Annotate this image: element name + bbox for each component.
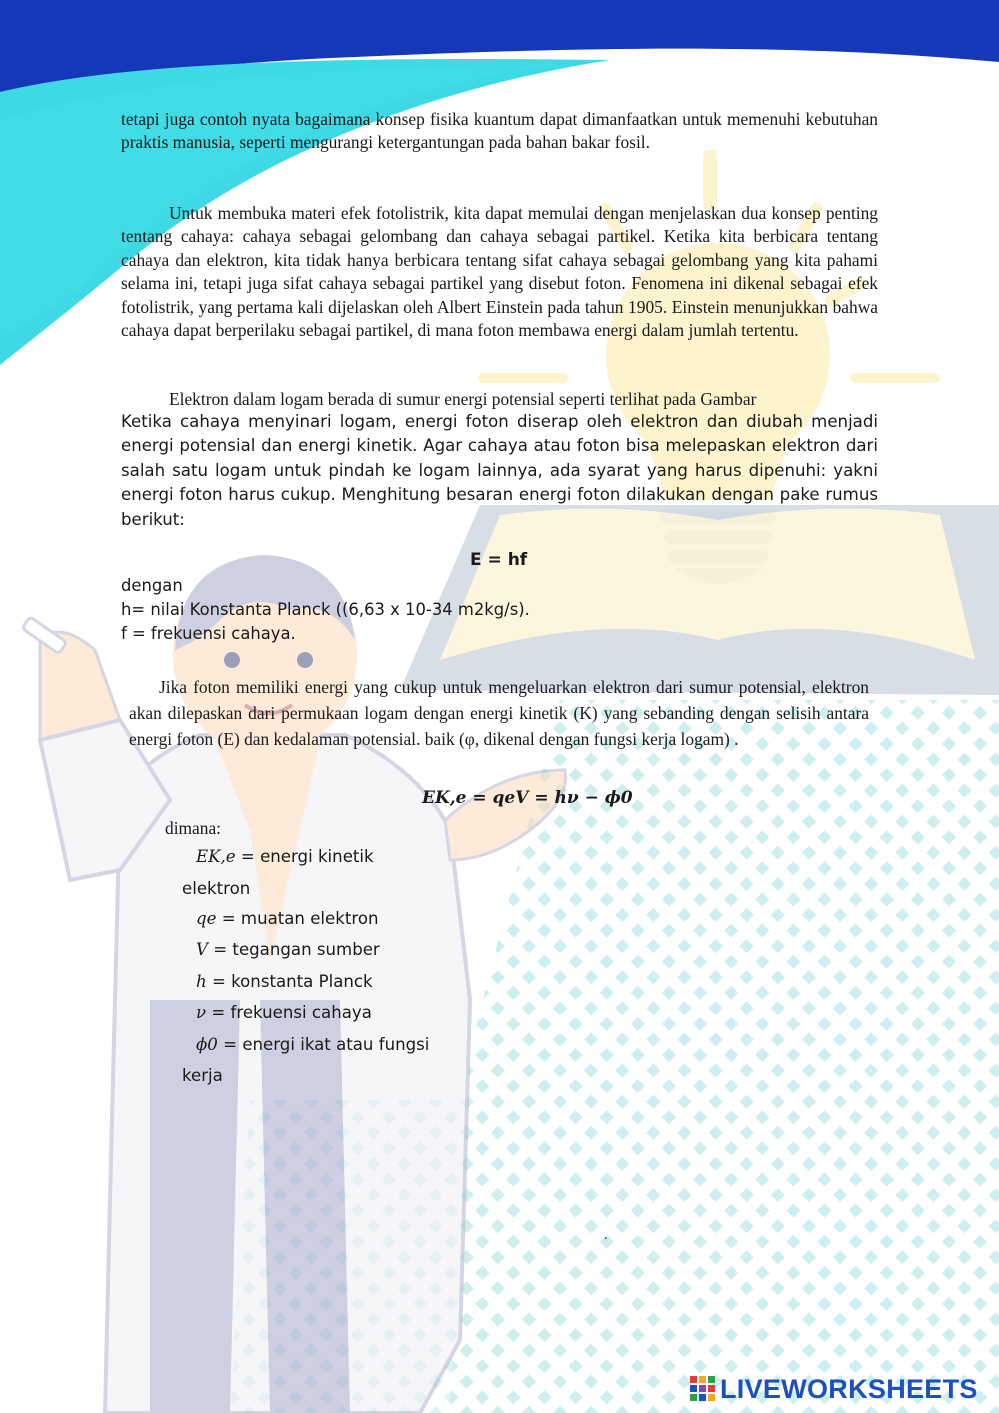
paragraph-photoelectric-intro: Untuk membuka materi efek fotolistrik, kita dapat memulai dengan menjelaskan dua konsep penting tentang cahaya: cahaya sebagai gelombang dan cahaya sebagai partikel. Ketika kita berbicara tentang cahaya dan elektron, kita tidak hanya berbicara tentang sifat cahaya sebagai gelombang yang kita pahami selama ini, tetapi juga sifat cahaya sebagai partikel yang disebut foton. Fenomena ini dikenal sebagai efek fotolistrik, yang pertama kali dijelaskan oleh Albert Einstein pada tahun 1905. Einstein menunjukkan bahwa cahaya dapat berperilaku sebagai partikel, di mana foton membawa energi dalam jumlah tertentu.: [121, 203, 878, 341]
variable-kinetic-energy-cont: elektron: [182, 878, 251, 898]
trailing-dot: .: [604, 1228, 608, 1243]
liveworksheets-logo-text: LIVEWORKSHEETS: [720, 1373, 978, 1404]
liveworksheets-grid-icon: [690, 1376, 716, 1402]
equation-definitions: [121, 574, 530, 646]
variable-kinetic-energy: EK,e = energi kinetik: [196, 847, 374, 866]
variable-electron-charge: qe = muatan elektron: [196, 908, 379, 928]
liveworksheets-logo[interactable]: [690, 1372, 978, 1406]
definition-f: f = frekuensi cahaya.: [121, 624, 296, 643]
variable-frequency: ν = frekuensi cahaya: [196, 1003, 372, 1022]
variable-work-function-cont: kerja: [182, 1066, 223, 1085]
equation-photon-energy: E = hf: [470, 550, 528, 570]
variable-work-function: ϕ0 = energi ikat atau fungsi: [196, 1034, 430, 1054]
variable-list: [182, 843, 429, 1092]
paragraph-electron-well-line1: Elektron dalam logam berada di sumur energi potensial seperti terlihat pada Gambar: [169, 389, 757, 409]
paragraph-electron-well: [121, 388, 878, 411]
paragraph-photon-energy: Ketika cahaya menyinari logam, energi foton diserap oleh elektron dan diubah menjadi energi potensial dan energi kinetik. Agar cahaya atau foton bisa melepaskan elektron dari salah satu logam untuk pindah ke logam lainnya, ada syarat yang harus dipenuhi: yakni energi foton harus cukup. Menghitung besaran energi foton dilakukan dengan pake rumus berikut:: [121, 412, 878, 529]
definition-h: h= nilai Konstanta Planck ((6,63 x 10-34 m2kg/s).: [121, 600, 530, 619]
equation-kinetic-energy: EK,e = qeV = hν − ϕ0: [422, 788, 633, 808]
definition-dengan: dengan: [121, 576, 183, 595]
paragraph-kinetic-energy: Jika foton memiliki energi yang cukup untuk mengeluarkan elektron dari sumur potensial, elektron akan dilepaskan dari permukaan logam dengan energi kinetik (K) yang sebanding dengan selisih antara energi foton (E) dan kedalaman potensial. baik (φ, dikenal dengan fungsi kerja logam) .: [129, 677, 869, 749]
variable-voltage: V = tegangan sumber: [196, 940, 380, 959]
dimana-label: dimana:: [165, 818, 222, 838]
variable-planck: h = konstanta Planck: [196, 971, 373, 991]
paragraph-intro: tetapi juga contoh nyata bagaimana konsep fisika kuantum dapat dimanfaatkan untuk memenuhi kebutuhan praktis manusia, seperti mengurangi ketergantungan pada bahan bakar fosil.: [121, 109, 878, 153]
